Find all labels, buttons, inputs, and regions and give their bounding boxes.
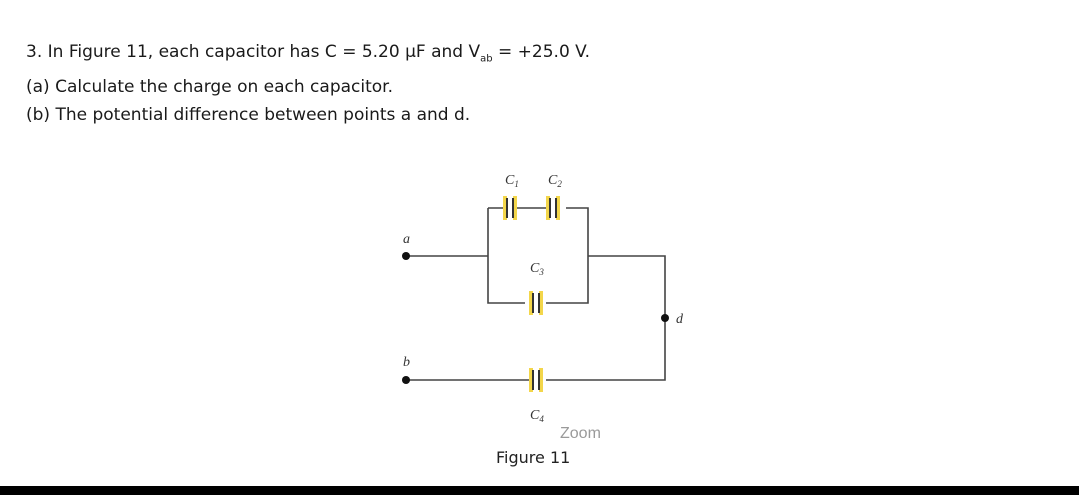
capacitor-c3 (529, 291, 543, 315)
wire-to-d (546, 256, 665, 380)
label-c3: $C_3$ (530, 261, 544, 277)
bottom-bar (0, 486, 1079, 495)
label-b: b (403, 355, 410, 370)
problem-line-1-text: 3. In Figure 11, each capacitor has C = 5.20 μF and V (26, 42, 481, 62)
figure-caption: Figure 11 (496, 448, 571, 467)
capacitor-c2 (546, 196, 560, 220)
wire-left-parallel (488, 208, 525, 303)
terminal-b (402, 376, 410, 384)
capacitor-c1 (503, 196, 517, 220)
terminal-a (402, 252, 410, 260)
problem-line-1-value: = +25.0 V. (492, 42, 591, 62)
label-d: d (676, 312, 683, 327)
circuit-wires (406, 208, 665, 380)
label-a: a (403, 232, 410, 247)
label-c4: $C_4$ (530, 408, 544, 424)
vab-subscript: ab (480, 53, 493, 65)
capacitor-c4 (529, 368, 543, 392)
part-b: (b) The potential difference between points a and d. (26, 105, 471, 126)
zoom-watermark: Zoom (560, 425, 601, 442)
label-c2: $C_2$ (548, 173, 562, 189)
wire-right-parallel (546, 208, 588, 303)
label-c1: $C_1$ (505, 173, 519, 189)
part-a: (a) Calculate the charge on each capacitor. (26, 77, 393, 98)
terminal-d (661, 314, 669, 322)
